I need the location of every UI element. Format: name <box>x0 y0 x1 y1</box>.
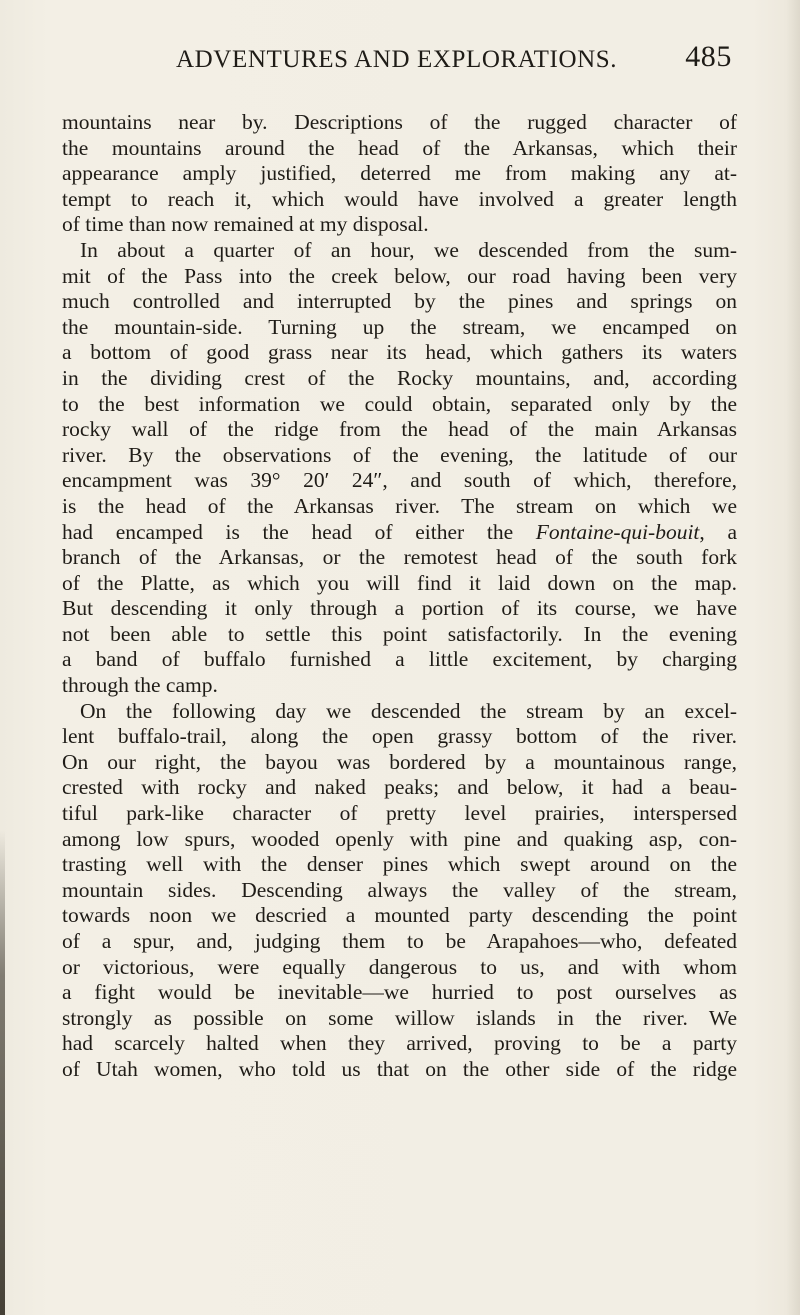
running-title: ADVENTURES AND EXPLORATIONS. <box>176 46 618 73</box>
text-line: the mountains around the head of the Arkansas, which their <box>62 135 737 160</box>
text-line: river. By the observations of the evening, the latitude of our <box>62 442 737 467</box>
text-line: lent buffalo-trail, along the open grassy bottom of the river. <box>62 724 737 749</box>
text-line: But descending it only through a portion of its course, we have <box>62 596 737 621</box>
text-line: of a spur, and, judging them to be Arapahoes—who, defeated <box>62 929 737 953</box>
text-line: branch of the Arkansas, or the remotest head of the south fork <box>62 545 737 570</box>
text-line: among low spurs, wooded openly with pine and quaking asp, con- <box>62 826 737 851</box>
text-line: In about a quarter of an hour, we descended from the sum- <box>80 237 737 262</box>
text-line: of time than now remained at my disposal. <box>62 212 429 237</box>
running-head <box>170 40 732 80</box>
text-line: rocky wall of the ridge from the head of the main Arkansas <box>62 417 737 442</box>
text-line: a band of buffalo furnished a little excitement, by charging <box>62 647 737 672</box>
text-line: of the Platte, as which you will find it laid down on the map. <box>62 570 737 595</box>
text-line: mit of the Pass into the creek below, our road having been very <box>62 263 737 288</box>
text-line: had encamped is the head of either the Fontaine-qui-bouit, a <box>62 519 738 544</box>
text-line: encampment was 39° 20′ 24″, and south of which, therefore, <box>62 468 737 493</box>
text-line: or victorious, were equally dangerous to us, and with whom <box>62 954 737 979</box>
page-number: 485 <box>685 40 732 73</box>
text-line: much controlled and interrupted by the pines and springs on <box>62 289 737 314</box>
text-line: tiful park-like character of pretty level prairies, interspersed <box>62 801 737 826</box>
text-line: On the following day we descended the stream by an excel- <box>80 698 737 723</box>
text-line: is the head of the Arkansas river. The stream on which we <box>62 493 737 518</box>
text-line: not been able to settle this point satisfactorily. In the evening <box>62 621 737 646</box>
text-line: appearance amply justified, deterred me from making any at- <box>62 161 737 186</box>
text-line: mountain sides. Descending always the valley of the stream, <box>62 877 737 902</box>
text-line: strongly as possible on some willow islands in the river. We <box>62 1005 737 1030</box>
body-text <box>62 110 737 1083</box>
text-line: tempt to reach it, which would have involved a greater length <box>62 186 737 211</box>
text-line: in the dividing crest of the Rocky mountains, and, according <box>62 365 737 390</box>
text-line: the mountain-side. Turning up the stream, we encamped on <box>62 314 737 339</box>
text-line: On our right, the bayou was bordered by a mountainous range, <box>62 749 737 774</box>
italic-term: Fontaine-qui-bouit <box>535 519 700 544</box>
text-line: of Utah women, who told us that on the other side of the ridge <box>62 1056 737 1081</box>
page-edge-shadow <box>786 0 800 1315</box>
text-line: crested with rocky and naked peaks; and below, it had a beau- <box>62 775 737 800</box>
text-line: had scarcely halted when they arrived, proving to be a party <box>62 1031 737 1056</box>
binding-edge-mark <box>0 830 5 1315</box>
text-line: mountains near by. Descriptions of the rugged character of <box>62 110 737 134</box>
text-line: through the camp. <box>62 673 218 698</box>
text-line: to the best information we could obtain, separated only by the <box>62 391 737 416</box>
text-line: trasting well with the denser pines which swept around on the <box>62 852 737 877</box>
text-line: a bottom of good grass near its head, which gathers its waters <box>62 340 737 365</box>
text-line: towards noon we descried a mounted party descending the point <box>62 903 737 928</box>
text-line: a fight would be inevitable—we hurried to post ourselves as <box>62 980 737 1005</box>
